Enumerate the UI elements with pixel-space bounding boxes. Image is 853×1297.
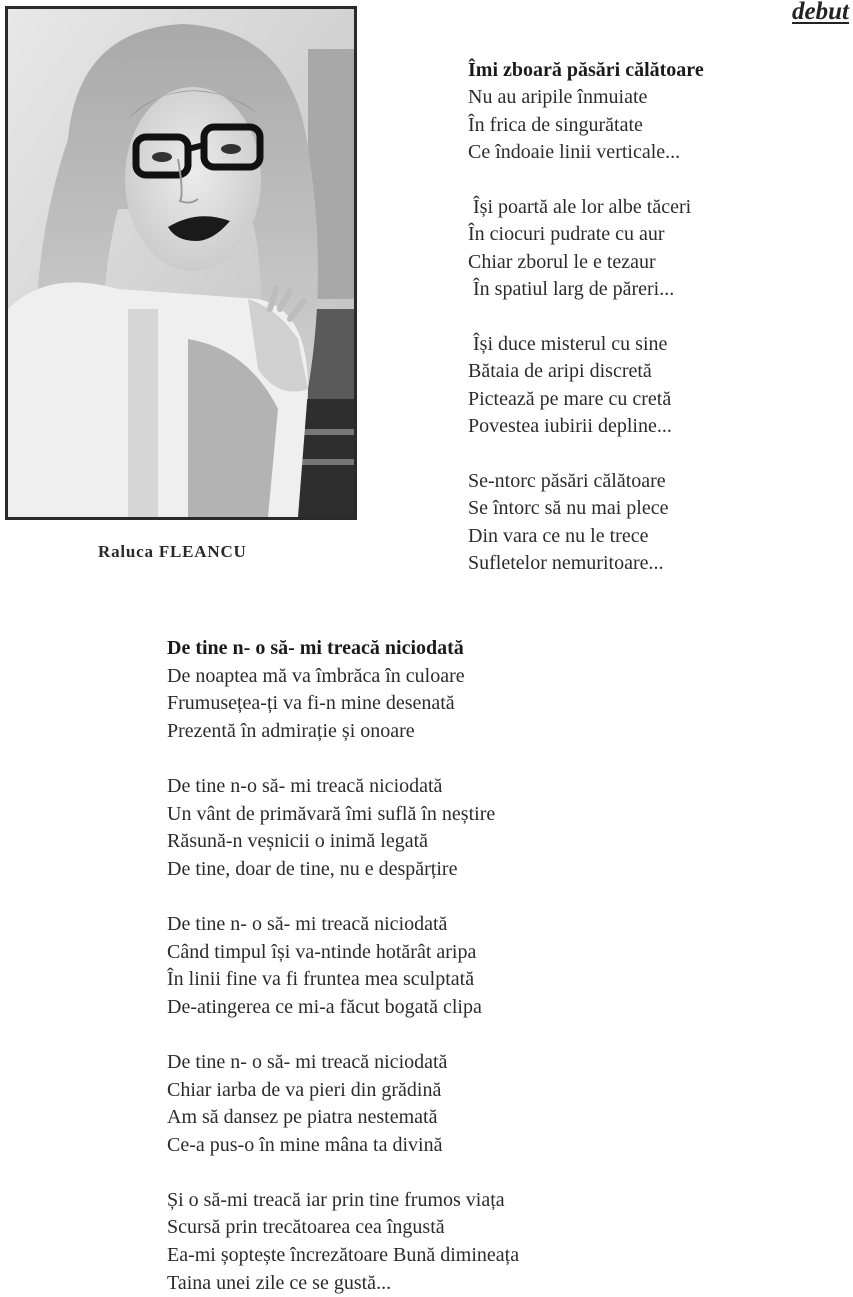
poem-line: Taina unei zile ce se gustă...: [167, 1271, 392, 1294]
poem-line: De-atingerea ce mi-a făcut bogată clipa: [167, 995, 482, 1018]
poem-line: Ea-mi șoptește încrezătoare Bună dimineața: [167, 1244, 520, 1267]
poem-line: Chiar iarba de va pieri din grădină: [167, 1078, 442, 1101]
poem-line: De tine, doar de tine, nu e despărțire: [167, 857, 458, 880]
poem-line: Din vara ce nu le trece: [468, 524, 649, 547]
poem-line: Chiar zborul le e tezaur: [468, 250, 656, 273]
section-tag: debut: [792, 0, 849, 25]
stanza-break: [167, 883, 519, 911]
poem-line: De tine n- o să- mi treacă niciodată: [167, 1050, 448, 1073]
poem-line: Se-ntorc păsări călătoare: [468, 469, 666, 492]
poem-line: Prezentă în admirație și onoare: [167, 719, 415, 742]
poem-line: În ciocuri pudrate cu aur: [468, 223, 665, 246]
poem-line: Își poartă ale lor albe tăceri: [468, 195, 692, 218]
poem-line: Ce-a pus-o în mine mâna ta divină: [167, 1133, 443, 1156]
poem-line: Pictează pe mare cu cretă: [468, 387, 672, 410]
poem-line: Nu au aripile înmuiate: [468, 86, 648, 109]
poem-line: De tine n-o să- mi treacă niciodată: [167, 774, 443, 797]
poem-line: În spatiul larg de păreri...: [468, 278, 675, 301]
stanza-break: [468, 167, 704, 194]
stanza-break: [468, 440, 704, 467]
poem-1: [468, 57, 704, 577]
stanza-break: [167, 1159, 519, 1187]
poem-line: De noaptea mă va îmbrăca în culoare: [167, 664, 465, 687]
poem-line: Scursă prin trecătoarea cea îngustă: [167, 1216, 445, 1239]
author-photo: [5, 6, 357, 520]
poem-line: Am să dansez pe piatra nestemată: [167, 1106, 438, 1129]
poem-line: Ce îndoaie linii verticale...: [468, 141, 681, 164]
poem-line: În linii fine va fi fruntea mea sculptată: [167, 968, 475, 991]
poem-2: [167, 635, 519, 1297]
poem-line: Povestea iubirii depline...: [468, 415, 672, 438]
poem-line: Se întorc să nu mai plece: [468, 497, 669, 520]
stanza-break: [167, 1021, 519, 1049]
poem-line: În frica de singurătate: [468, 113, 643, 136]
poem-line: Răsună-n veșnicii o inimă legată: [167, 830, 429, 853]
poem-title: De tine n- o să- mi treacă niciodată: [167, 637, 464, 659]
author-name: Raluca FLEANCU: [98, 542, 247, 561]
poem-line: Sufletelor nemuritoare...: [468, 552, 664, 575]
poem-line: De tine n- o să- mi treacă niciodată: [167, 912, 448, 935]
poem-line: Un vânt de primăvară îmi suflă în neștire: [167, 802, 496, 825]
poem-line: Și o să-mi treacă iar prin tine frumos viața: [167, 1188, 505, 1211]
poem-title: Îmi zboară păsări călătoare: [468, 59, 704, 81]
stanza-break: [468, 304, 704, 331]
poem-line: Frumusețea-ți va fi-n mine desenată: [167, 692, 455, 715]
stanza-break: [167, 745, 519, 773]
poem-line: Își duce misterul cu sine: [468, 332, 668, 355]
poem-line: Când timpul își va-ntinde hotărât aripa: [167, 940, 477, 963]
poem-line: Bătaia de aripi discretă: [468, 360, 652, 383]
